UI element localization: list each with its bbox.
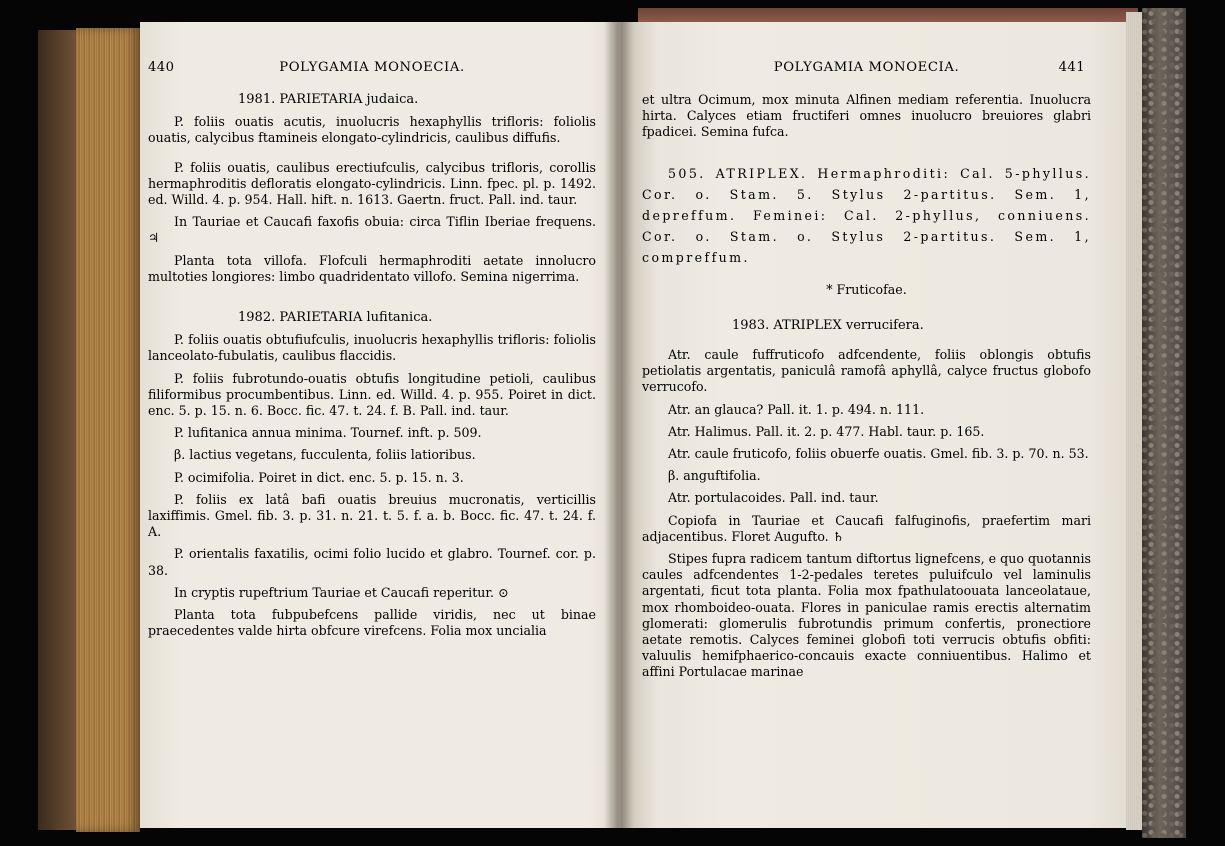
left-running-title: POLYGAMIA MONOECIA. bbox=[279, 60, 465, 75]
left-page-header bbox=[148, 60, 596, 86]
paragraph: et ultra Ocimum, mox minuta Alfinen mediam referentia. Inuolucra hirta. Calyces etiam fructiferi omnes inuolucro breuiores glabri fpadicei. Semina fufca. bbox=[642, 92, 1091, 140]
paragraph: P. lufitanica annua minima. Tournef. inft. p. 509. bbox=[174, 425, 482, 441]
paragraph: Atr. Halimus. Pall. it. 2. p. 477. Habl. taur. p. 165. bbox=[668, 423, 985, 439]
paragraph: P. foliis ouatis acutis, inuolucris hexaphyllis trifloris: foliolis ouatis, calycibus ftamineis elongato-cylindricis, caulibus diffufis. bbox=[148, 114, 596, 146]
right-page-number: 441 bbox=[1058, 60, 1085, 75]
entry-heading-1983: 1983. ATRIPLEX verrucifera. bbox=[732, 317, 924, 333]
paragraph: P. ocimifolia. Poiret in dict. enc. 5. p. 15. n. 3. bbox=[174, 469, 464, 485]
paragraph: P. foliis fubrotundo-ouatis obtufis longitudine petioli, caulibus filiformibus procumbentibus. Linn. ed. Willd. 4. p. 955. Poiret in dict. enc. 5. p. 15. n. 6. Bocc. fic. 47. t. 24. f. B. Pall. ind. taur. bbox=[148, 370, 596, 419]
paragraph: P. foliis ouatis, caulibus erectiufculis, calycibus trifloris, corollis hermaphroditis defloratis elongato-cylindricis. Linn. fpec. pl. p. 1492. ed. Willd. 4. p. 954. Hall. hift. n. 1613. Gaertn. fruct. Pall. ind. taur. bbox=[148, 159, 596, 208]
book-gutter bbox=[604, 22, 634, 828]
right-cover bbox=[1142, 8, 1186, 838]
paragraph: Planta tota villofa. Flofculi hermaphroditi aetate innolucro multoties longiores: limbo quadridentato villofo. Semina nigerrima. bbox=[148, 252, 596, 284]
paragraph: Atr. caule fruticofo, foliis obuerfe ouatis. Gmel. fib. 3. p. 70. n. 53. bbox=[668, 446, 1089, 462]
left-page-text bbox=[148, 60, 596, 639]
entry-heading-1982: 1982. PARIETARIA lufitanica. bbox=[238, 310, 433, 326]
paragraph: P. foliis ouatis obtufiufculis, inuolucris hexaphyllis trifloris: foliolis lanceolato-fubulatis, caulibus flaccidis. bbox=[148, 332, 596, 364]
paragraph: P. foliis ex latâ bafi ouatis breuius mucronatis, verticillis laxiffimis. Gmel. fib. 3. p. 31. n. 21. t. 5. f. a. b. Bocc. fic. 47. t. 24. f. A. bbox=[148, 491, 596, 540]
left-page-edges bbox=[76, 28, 140, 832]
paragraph: Copiofa in Tauriae et Caucafi falfuginofis, praefertim mari adjacentibus. Floret Augufto. ♄ bbox=[642, 512, 1091, 544]
right-running-title: POLYGAMIA MONOECIA. bbox=[773, 60, 960, 75]
paragraph: Atr. portulacoides. Pall. ind. taur. bbox=[668, 490, 879, 506]
right-page-text bbox=[642, 60, 1091, 681]
left-page-number: 440 bbox=[148, 60, 175, 75]
paragraph: In Tauriae et Caucafi faxofis obuia: circa Tiflin Iberiae frequens. ♃ bbox=[148, 214, 596, 246]
cover-top-edge bbox=[638, 8, 1138, 22]
paragraph: Atr. caule fuffruticofo adfcendente, foliis oblongis obtufis petiolatis argentatis, paniculâ ramofâ aphyllâ, calyce fructus globofo verrucofo. bbox=[642, 347, 1091, 395]
paragraph: Atr. an glauca? Pall. it. 1. p. 494. n. 111. bbox=[668, 401, 925, 417]
paragraph: Planta tota fubpubefcens pallide viridis, nec ut binae praecedentes valde hirta obfcure virefcens. Folia mox uncialia bbox=[148, 607, 596, 639]
paragraph: β. anguftifolia. bbox=[668, 468, 761, 484]
paragraph: Stipes fupra radicem tantum diftortus lignefcens, e quo quotannis caules adfcendentes 1-2-pedales teretes puluifculo vel laminulis argentati, ficut tota planta. Folia mox fpathulatoouata lanceolataue, mox rhomboideo-ouata. Flores in paniculae ramis erectis alternatim glomerati: glomerulis fubrotundis primum confertis, pronectiore aetate remotis. Calyces feminei globofi toti verrucis obtufis obfiti: valuulis hemifphaerico-concauis exacte conniuentibus. Halimo et affini Portulacae marinae bbox=[642, 551, 1091, 680]
genus-description: 505. ATRIPLEX. Hermaphroditi: Cal. 5-phyllus. Cor. o. Stam. 5. Stylus 2-partitus. Sem. 1, depreffum. Feminei: Cal. 2-phyllus, conniuens. Cor. o. Stam. o. Stylus 2-partitus. Sem. 1, compreffum. bbox=[642, 165, 1091, 265]
paragraph: P. orientalis faxatilis, ocimi folio lucido et glabro. Tournef. cor. p. 38. bbox=[148, 546, 596, 578]
right-page-header bbox=[642, 60, 1091, 86]
paragraph: β. lactius vegetans, fucculenta, foliis latioribus. bbox=[174, 447, 476, 463]
section-heading: * Fruticofae. bbox=[826, 281, 907, 297]
paragraph: In cryptis rupeftrium Tauriae et Caucafi reperitur. ⊙ bbox=[174, 584, 509, 600]
entry-heading-1981: 1981. PARIETARIA judaica. bbox=[238, 92, 419, 107]
